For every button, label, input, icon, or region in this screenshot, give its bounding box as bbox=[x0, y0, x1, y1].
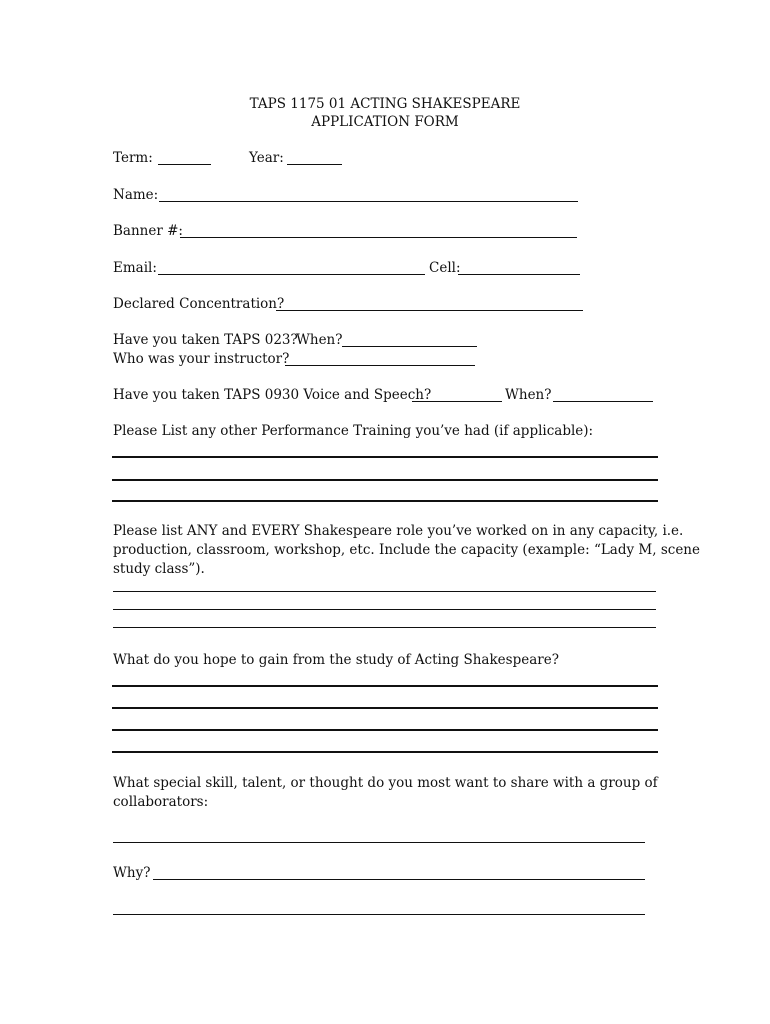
year-label: Year: bbox=[249, 150, 284, 166]
taps023-when-label: When? bbox=[296, 332, 343, 348]
roles-question-line-2: production, classroom, workshop, etc. Include the capacity (example: “Lady M, scene bbox=[113, 542, 700, 558]
roles-question-line-3: study class”). bbox=[113, 561, 205, 577]
name-field[interactable] bbox=[159, 201, 578, 202]
hope-answer-line-4[interactable] bbox=[112, 751, 658, 753]
form-subtitle: APPLICATION FORM bbox=[311, 114, 459, 130]
why-field[interactable] bbox=[153, 879, 645, 880]
instructor-label: Who was your instructor? bbox=[113, 351, 290, 367]
concentration-field[interactable] bbox=[276, 310, 583, 311]
roles-answer-line-3[interactable] bbox=[113, 627, 656, 628]
term-field[interactable] bbox=[158, 164, 211, 165]
why-label: Why? bbox=[113, 865, 151, 881]
skill-answer-line[interactable] bbox=[113, 842, 645, 843]
roles-answer-line-1[interactable] bbox=[113, 591, 656, 592]
name-label: Name: bbox=[113, 187, 159, 203]
email-field[interactable] bbox=[158, 274, 425, 275]
form-title: TAPS 1175 01 ACTING SHAKESPEARE bbox=[249, 96, 521, 112]
taps023-label: Have you taken TAPS 023? bbox=[113, 332, 298, 348]
concentration-label: Declared Concentration? bbox=[113, 296, 285, 312]
hope-answer-line-3[interactable] bbox=[112, 729, 658, 731]
taps0930-field[interactable] bbox=[412, 401, 502, 402]
hope-question: What do you hope to gain from the study of Acting Shakespeare? bbox=[113, 652, 559, 668]
year-field[interactable] bbox=[287, 164, 342, 165]
training-question: Please List any other Performance Training you’ve had (if applicable): bbox=[113, 423, 594, 439]
why-answer-line[interactable] bbox=[113, 914, 645, 915]
hope-answer-line-1[interactable] bbox=[112, 685, 658, 687]
taps0930-when-field[interactable] bbox=[553, 401, 653, 402]
training-answer-line-2[interactable] bbox=[112, 479, 658, 481]
banner-label: Banner #: bbox=[113, 223, 183, 239]
cell-label: Cell: bbox=[429, 260, 461, 276]
instructor-field[interactable] bbox=[285, 365, 475, 366]
roles-answer-line-2[interactable] bbox=[113, 609, 656, 610]
skill-question-line-2: collaborators: bbox=[113, 794, 209, 810]
term-label: Term: bbox=[113, 150, 153, 166]
training-answer-line-1[interactable] bbox=[112, 456, 658, 458]
taps023-when-field[interactable] bbox=[342, 346, 477, 347]
banner-field[interactable] bbox=[180, 237, 577, 238]
email-label: Email: bbox=[113, 260, 157, 276]
cell-field[interactable] bbox=[458, 274, 580, 275]
taps0930-when-label: When? bbox=[505, 387, 552, 403]
roles-question-line-1: Please list ANY and EVERY Shakespeare role you’ve worked on in any capacity, i.e. bbox=[113, 523, 684, 539]
skill-question-line-1: What special skill, talent, or thought do you most want to share with a group of bbox=[113, 775, 658, 791]
taps0930-label: Have you taken TAPS 0930 Voice and Speech? bbox=[113, 387, 432, 403]
training-answer-line-3[interactable] bbox=[112, 500, 658, 502]
hope-answer-line-2[interactable] bbox=[112, 707, 658, 709]
